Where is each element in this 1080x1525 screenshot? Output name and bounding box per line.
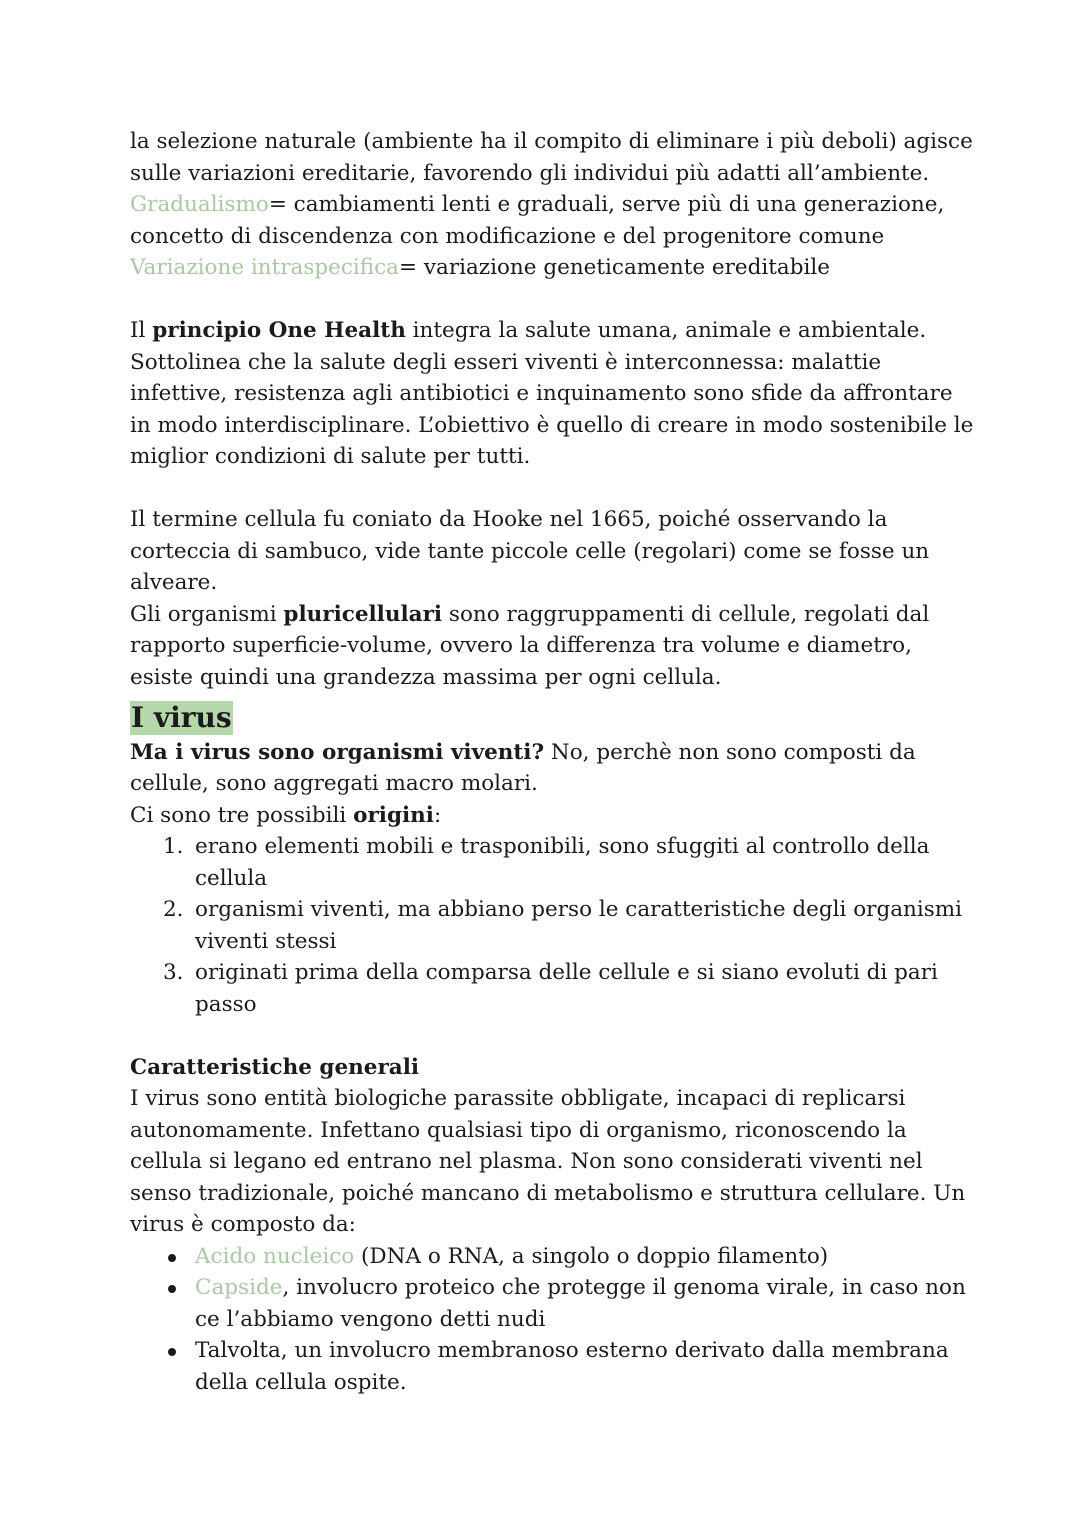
text-cellula: Il termine cellula fu coniato da Hooke nel 1665, poiché osservando la corteccia di sambuco, vide tante piccole celle (regolari) come se fosse un alveare. <box>130 507 930 595</box>
list-item <box>130 1335 980 1398</box>
list-item-text: erano elementi mobili e trasponibili, sono sfuggiti al controllo della cellula <box>195 834 930 891</box>
term-capside: Capside <box>195 1275 283 1300</box>
list-item-text: organismi viventi, ma abbiano perso le caratteristiche degli organismi viventi stessi <box>195 897 963 954</box>
list-item-text: (DNA o RNA, a singolo o doppio filamento) <box>354 1243 829 1269</box>
list-item <box>130 1241 980 1273</box>
paragraph-virus-intro <box>130 737 980 800</box>
text-origini-pre: Ci sono tre possibili <box>130 802 354 828</box>
list-item <box>130 831 980 894</box>
answer-virus: No, perchè non sono composti da cellule, sono aggregati macro molari. <box>130 739 916 796</box>
list-item <box>130 894 980 957</box>
subheading-caratteristiche: Caratteristiche generali <box>130 1054 420 1080</box>
paragraph-cellula <box>130 504 980 693</box>
text-one-health-post: integra la salute umana, animale e ambientale. Sottolinea che la salute degli esseri viventi è interconnessa: malattie infettive, resistenza agli antibiotici e inquinamento sono sfide da affrontare in modo interdisciplinare. L’obiettivo è quello di creare in modo sostenibile le miglior condizioni di salute per tutti. <box>130 318 974 469</box>
list-number: 1. <box>163 834 184 859</box>
bullet-icon <box>168 1348 176 1356</box>
list-item-text: Talvolta, un involucro membranoso esterno derivato dalla membrana della cellula ospite. <box>195 1338 949 1395</box>
term-variazione-intraspecifica: Variazione intraspecifica <box>130 255 399 280</box>
term-gradualismo: Gradualismo <box>130 192 269 217</box>
term-acido-nucleico: Acido nucleico <box>195 1243 355 1269</box>
composizione-list <box>130 1241 980 1399</box>
question-virus: Ma i virus sono organismi viventi? <box>130 739 545 765</box>
term-origini: origini <box>353 802 434 828</box>
text-one-health-pre: Il <box>130 318 153 343</box>
paragraph-one-health <box>130 315 980 473</box>
list-item <box>130 1272 980 1335</box>
list-number: 3. <box>163 960 184 985</box>
term-one-health: principio One Health <box>152 318 406 343</box>
section-heading-virus: I virus <box>131 701 232 734</box>
bullet-icon <box>168 1285 176 1293</box>
list-item-text: , involucro proteico che protegge il genoma virale, in caso non ce l’abbiamo vengono detti nudi <box>195 1275 966 1332</box>
list-item-text: originati prima della comparsa delle cellule e si siano evoluti di pari passo <box>195 960 938 1017</box>
bullet-icon <box>168 1254 176 1262</box>
def-variazione-intraspecifica: = variazione geneticamente ereditabile <box>399 255 830 280</box>
paragraph-origini <box>130 800 980 832</box>
paragraph-caratteristiche: I virus sono entità biologiche parassite obbligate, incapaci di replicarsi autonomamente. Infettano qualsiasi tipo di organismo, riconoscendo la cellula si legano ed entrano nel plasma. Non sono considerati viventi nel senso tradizionale, poiché mancano di metabolismo e struttura cellulare. Un virus è composto da: <box>130 1086 966 1237</box>
paragraph-selezione <box>130 126 980 284</box>
text-pluricellulari-pre: Gli organismi <box>130 601 284 627</box>
text-origini-post: : <box>433 802 442 828</box>
text-pluricellulari-post: sono raggruppamenti di cellule, regolati dal rapporto superficie-volume, ovvero la differenza tra volume e diametro, esiste quindi una grandezza massima per ogni cellula. <box>130 601 930 690</box>
list-number: 2. <box>163 897 184 922</box>
term-pluricellulari: pluricellulari <box>283 601 443 627</box>
origini-list <box>130 831 980 1020</box>
list-item <box>130 957 980 1020</box>
text-selezione: la selezione naturale (ambiente ha il compito di eliminare i più deboli) agisce sulle variazioni ereditarie, favorendo gli individui più adatti all’ambiente. <box>130 129 973 186</box>
def-gradualismo: = cambiamenti lenti e graduali, serve più di una generazione, concetto di discendenza con modificazione e del progenitore comune <box>130 192 945 249</box>
